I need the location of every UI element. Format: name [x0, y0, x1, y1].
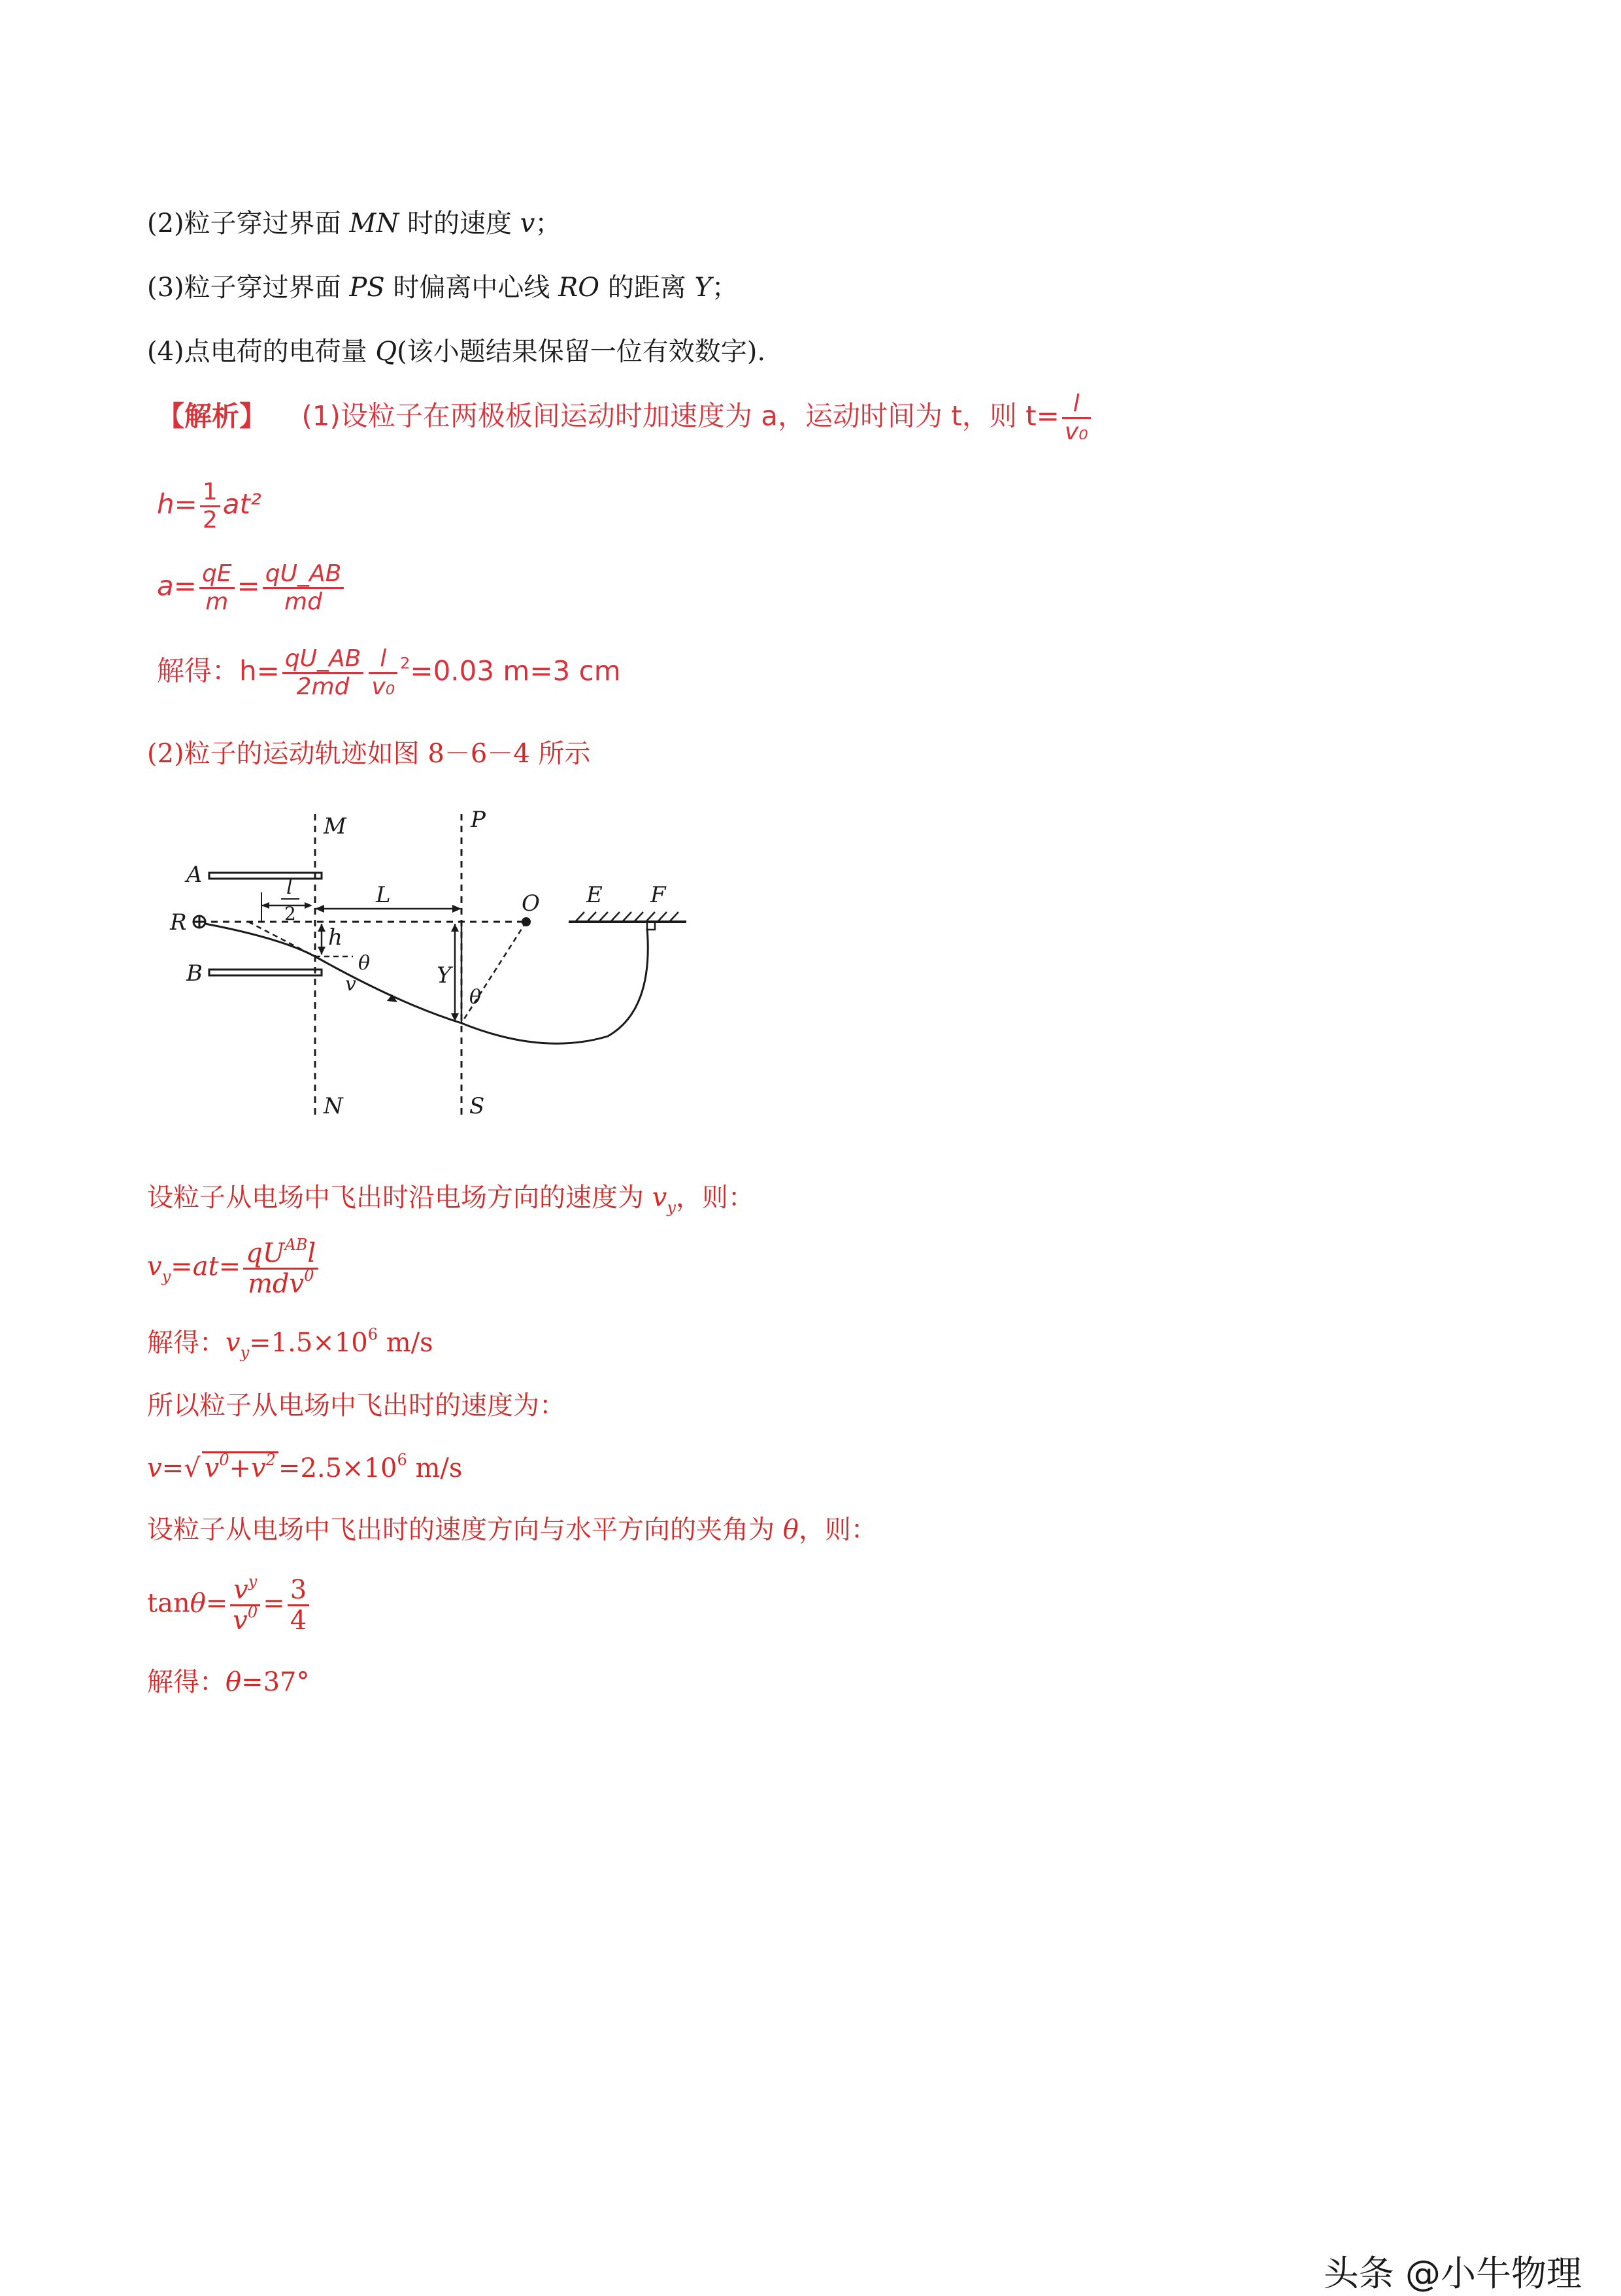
label-theta-2: θ: [469, 986, 482, 1009]
label-r: R: [170, 909, 187, 936]
label-o: O: [522, 890, 540, 917]
question-2: (2)粒子穿过界面 MN 时的速度 v；: [147, 209, 561, 239]
step-8: 解得：θ=37°: [147, 1667, 310, 1697]
step-2: $v_y=at=$ $\frac{qU^{AB}l}{mdv^0}$: [147, 1239, 321, 1298]
label-m: M: [324, 813, 346, 839]
label-v: v: [345, 973, 356, 996]
analysis-tag: 【解析】: [157, 399, 267, 432]
step-3: 解得：$v_y=1.5\times 10^6$ m/s: [147, 1325, 433, 1362]
step-6: 设粒子从电场中飞出时的速度方向与水平方向的夹角为 θ，则：: [147, 1515, 877, 1545]
part2-title: (2)粒子的运动轨迹如图 8－6－4 所示: [147, 739, 591, 769]
label-s: S: [469, 1093, 485, 1119]
equation-h-solution: 解得：h= $\frac{qU\_AB}{2md}$ $\frac{l}{\text{v₀}}$ $^2$=0.03 m=3 cm: [157, 645, 621, 700]
label-p: P: [471, 807, 486, 833]
step-5: v=√ $v^0+v^2 =2.5\times 10^6$ m/s: [147, 1451, 463, 1483]
step-7: tanθ= $\frac{v^y}{v^0}$ = $\frac{3}{4}$: [147, 1576, 312, 1635]
analysis-part1: 【解析】 (1)设粒子在两极板间运动时加速度为 a，运动时间为 t，则 t= $\frac{l}{\text{v₀}}$: [157, 391, 1094, 445]
step-1: 设粒子从电场中飞出时沿电场方向的速度为 $v_y$，则：: [147, 1183, 754, 1217]
question-4: (4)点电荷的电荷量 Q(该小题结果保留一位有效数字).: [147, 337, 766, 367]
label-y: Y: [437, 962, 452, 988]
equation-h: h= $\frac{1}{2}$ at²: [157, 479, 261, 533]
label-two: 2: [284, 903, 296, 924]
label-e: E: [586, 882, 603, 908]
step-4: 所以粒子从电场中飞出时的速度为：: [147, 1391, 565, 1421]
fraction-l-v0: $\frac{l}{\text{v₀}}$: [1062, 391, 1091, 445]
label-h: h: [328, 924, 343, 951]
label-l-big: L: [376, 882, 391, 908]
label-l-small: l: [286, 876, 293, 899]
equation-a: a= $\frac{qE}{m}$ = $\frac{qU\_AB}{md}$: [157, 561, 346, 615]
trajectory-curve: [205, 924, 648, 1043]
plate-a: [209, 873, 322, 879]
label-f: F: [650, 882, 666, 908]
plate-b: [209, 970, 322, 975]
trajectory-diagram: [150, 807, 726, 1128]
label-n: N: [324, 1093, 343, 1119]
footer-watermark: 头条 @小牛物理: [1323, 2253, 1582, 2294]
question-3: (3)粒子穿过界面 PS 时偏离中心线 RO 的距离 Y；: [147, 273, 738, 303]
label-b: B: [186, 960, 203, 987]
label-a: A: [186, 862, 203, 888]
label-theta-1: θ: [358, 952, 371, 975]
